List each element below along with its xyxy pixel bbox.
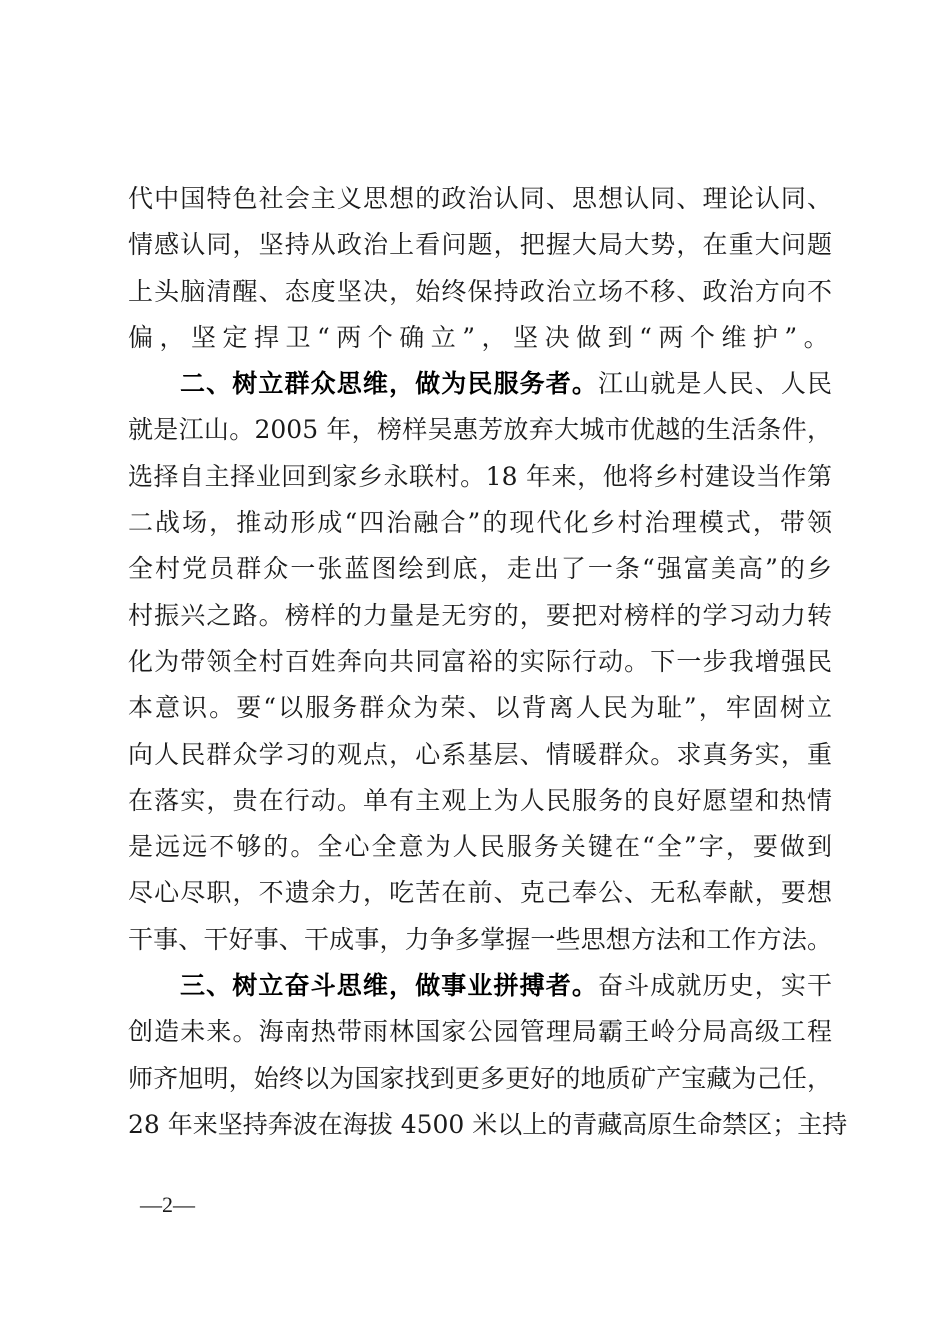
document-body: [128, 176, 848, 1148]
text-span: 江山就是人民、人民: [597, 369, 832, 399]
text-line: 向人民群众学习的观点，心系基层、情暖群众。求真务实，重: [128, 739, 832, 769]
text-line: 选择自主择业回到家乡永联村。18 年来，他将乡村建设当作第: [128, 461, 832, 491]
text-line: 干事、干好事、干成事，力争多掌握一些思想方法和工作方法。: [128, 924, 832, 954]
section-heading-line: [128, 963, 832, 1009]
text-line: 创造未来。海南热带雨林国家公园管理局霸王岭分局高级工程: [128, 1017, 832, 1047]
section-heading-line: [128, 361, 832, 407]
text-line: 村振兴之路。榜样的力量是无穷的，要把对榜样的学习动力转: [128, 600, 832, 630]
section-heading: 二、树立群众思维，做为民服务者。: [180, 369, 598, 399]
text-line: 尽心尽职，不遗余力，吃苦在前、克己奉公、无私奉献，要想: [128, 878, 832, 908]
text-line: 全村党员群众一张蓝图绘到底，走出了一条“强富美高”的乡: [128, 554, 832, 584]
text-line: 二战场，推动形成“四治融合”的现代化乡村治理模式，带领: [128, 508, 832, 538]
text-line: 师齐旭明，始终以为国家找到更多更好的地质矿产宝藏为己任，: [128, 1063, 832, 1093]
page-number: —2—: [140, 1192, 195, 1217]
text-line: 化为带领全村百姓奔向共同富裕的实际行动。下一步我增强民: [128, 646, 832, 676]
text-line: 在落实，贵在行动。单有主观上为人民服务的良好愿望和热情: [128, 785, 832, 815]
text-line: 上头脑清醒、态度坚决，始终保持政治立场不移、政治方向不: [128, 276, 832, 306]
text-line: 代中国特色社会主义思想的政治认同、思想认同、理论认同、: [128, 184, 832, 213]
text-line: 就是江山。2005 年，榜样吴惠芳放弃大城市优越的生活条件，: [128, 415, 832, 445]
section-heading: 三、树立奋斗思维，做事业拼搏者。: [180, 971, 598, 1001]
text-span: 奋斗成就历史，实干: [597, 971, 832, 1001]
text-line: 是远远不够的。全心全意为人民服务关键在“全”字，要做到: [128, 832, 832, 862]
text-line: 偏，坚定捍卫“两个确立”，坚决做到“两个维护”。: [128, 322, 836, 352]
text-line: 本意识。要“以服务群众为荣、以背离人民为耻”，牢固树立: [128, 693, 832, 723]
text-line: 情感认同，坚持从政治上看问题，把握大局大势，在重大问题: [128, 230, 832, 260]
text-line: 28 年来坚持奔波在海拔 4500 米以上的青藏高原生命禁区；主持: [128, 1109, 848, 1139]
